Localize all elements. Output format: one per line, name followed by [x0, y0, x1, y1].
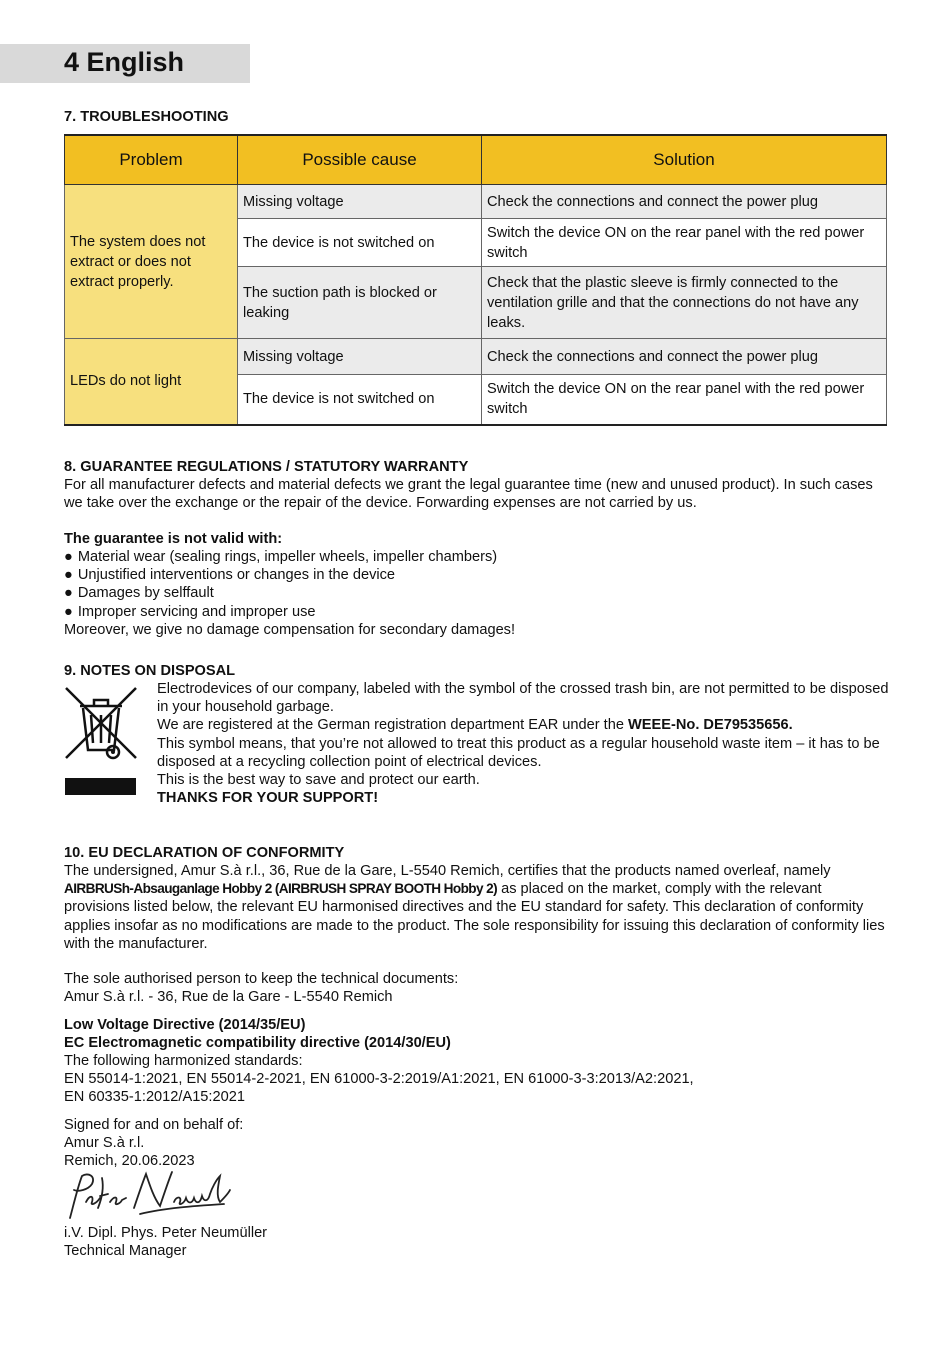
signer-role: Technical Manager	[64, 1243, 187, 1259]
list-item: ● Damages by selffault	[64, 584, 497, 602]
directive-low-voltage: Low Voltage Directive (2014/35/EU)	[64, 1017, 306, 1033]
column-header-cause: Possible cause	[238, 135, 482, 185]
cause-cell: Missing voltage	[238, 185, 482, 219]
weee-number: WEEE-No. DE79535656.	[628, 717, 793, 734]
signed-label: Signed for and on behalf of:	[64, 1117, 244, 1133]
table-row	[65, 185, 887, 219]
standards-line-1: EN 55014-1:2021, EN 55014-2-2021, EN 61000-3-2:2019/A1:2021, EN 61000-3-3:2013/A2:2021,	[64, 1071, 694, 1087]
disposal-thanks: THANKS FOR YOUR SUPPORT!	[157, 790, 379, 807]
disposal-title: 9. NOTES ON DISPOSAL	[64, 663, 236, 679]
list-item: ● Material wear (sealing rings, impeller wheels, impeller chambers)	[64, 548, 497, 566]
solution-cell: Check the connections and connect the power plug	[482, 185, 887, 219]
conformity-title: 10. EU DECLARATION OF CONFORMITY	[64, 845, 345, 861]
problem-cell: The system does not extract or does not extract properly.	[65, 185, 238, 339]
solution-cell: Check the connections and connect the power plug	[482, 339, 887, 375]
cause-cell: Missing voltage	[238, 339, 482, 375]
page-label: 4 English	[64, 47, 185, 77]
standards-line-2: EN 60335-1:2012/A15:2021	[64, 1089, 245, 1105]
disposal-line-4: This is the best way to save and protect our earth.	[157, 772, 480, 789]
table-row	[65, 339, 887, 375]
cause-cell: The device is not switched on	[238, 375, 482, 425]
list-item: ● Improper servicing and improper use	[64, 603, 497, 621]
disposal-line-1: Electrodevices of our company, labeled with the symbol of the crossed trash bin, are not permitted to be disposed in your household garbage.	[157, 681, 889, 716]
guarantee-title: 8. GUARANTEE REGULATIONS / STATUTORY WARRANTY	[64, 459, 469, 475]
cause-cell: The suction path is blocked or leaking	[238, 267, 482, 339]
solution-cell: Check that the plastic sleeve is firmly connected to the ventilation grille and that the connections do not have any leaks.	[482, 267, 887, 339]
signature-image	[64, 1168, 234, 1224]
cause-cell: The device is not switched on	[238, 219, 482, 267]
product-name: AIRBRUSh-Absauganlage Hobby 2 (AIRBRUSH SPRAY BOOTH Hobby 2)	[64, 881, 498, 897]
disposal-text	[157, 680, 892, 807]
guarantee-exclusions-list	[64, 548, 497, 621]
solution-cell: Switch the device ON on the rear panel with the red power switch	[482, 375, 887, 425]
guarantee-not-valid-title: The guarantee is not valid with:	[64, 531, 283, 547]
standards-label: The following harmonized standards:	[64, 1053, 303, 1069]
directive-emc: EC Electromagnetic compatibility directive (2014/30/EU)	[64, 1035, 451, 1051]
place-date: Remich, 20.06.2023	[64, 1153, 195, 1169]
disposal-line-3: This symbol means, that you’re not allowed to treat this product as a regular household waste item – it has to be disposed at a recycling collection point of electrical devices.	[157, 735, 880, 770]
guarantee-closing: Moreover, we give no damage compensation for secondary damages!	[64, 622, 516, 638]
signer-name: i.V. Dipl. Phys. Peter Neumüller	[64, 1225, 268, 1241]
column-header-solution: Solution	[482, 135, 887, 185]
company-name: Amur S.à r.l.	[64, 1135, 145, 1151]
guarantee-text: For all manufacturer defects and material defects we grant the legal guarantee time (new and unused product). In such cases we take over the exchange or the repair of the device. Forwarding expenses are not carried by us.	[64, 477, 873, 512]
list-item: ● Unjustified interventions or changes in the device	[64, 566, 497, 584]
crossed-trash-bin-icon	[64, 686, 138, 796]
problem-cell: LEDs do not light	[65, 339, 238, 425]
conformity-intro: The undersigned, Amur S.à r.l., 36, Rue de la Gare, L-5540 Remich, certifies that the products named overleaf, namely AIRBRUSh-Absauganlage Hobby 2 (AIRBRUSH SPRAY BOOTH Hobby 2) as placed on the market, comply with the relevant provisions listed below, the relevant EU harmonised directives and the EU standard for safety. This declaration of conformity applies insofar as no modifications are made to the product. The sole responsibility for issuing this declaration of conformity lies with the manufacturer.	[64, 863, 885, 952]
troubleshooting-table	[64, 134, 887, 426]
authorised-address: Amur S.à r.l. - 36, Rue de la Gare - L-5540 Remich	[64, 989, 393, 1005]
disposal-line-2: We are registered at the German registration department EAR under the WEEE-No. DE79535656.	[157, 717, 793, 734]
page-header-tab	[0, 44, 250, 83]
column-header-problem: Problem	[65, 135, 238, 185]
authorised-label: The sole authorised person to keep the technical documents:	[64, 971, 459, 987]
solution-cell: Switch the device ON on the rear panel with the red power switch	[482, 219, 887, 267]
troubleshooting-title: 7. TROUBLESHOOTING	[64, 109, 229, 125]
